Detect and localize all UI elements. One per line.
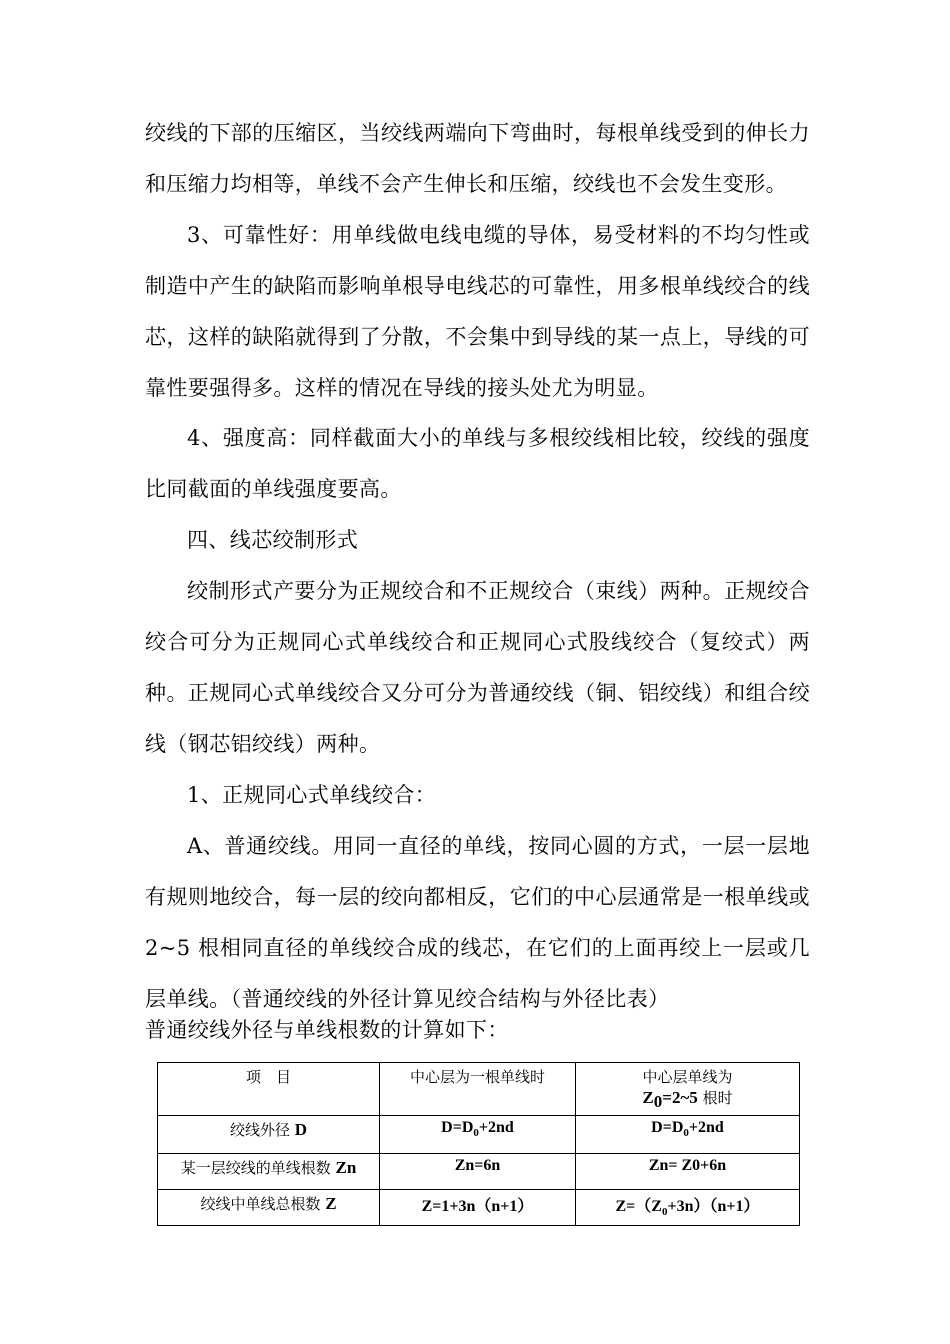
header-item: 项 目 <box>158 1063 380 1116</box>
formula-outer-diameter-multi: $D=D_0+2nd$ <box>576 1116 800 1154</box>
formula-layer-count-single: Zn=6n <box>380 1154 576 1190</box>
paragraph-reliability: 3、可靠性好：用单线做电线电缆的导体，易受材料的不均匀性或制造中产生的缺陷而影响单根导电线芯的可靠性，用多根单线绞合的线芯，这样的缺陷就得到了分散，不会集中到导线的某一点上，导线的可靠性要强得多。这样的情况在导线的接头处尤为明显。 <box>145 223 810 400</box>
header-single-center: 中心层为一根单线时 <box>380 1063 576 1116</box>
header-multi-center: 中心层单线为 $Z_0=2\sim 5$ 根时 <box>576 1063 800 1116</box>
paragraph-strength: 4、强度高：同样截面大小的单线与多根绞线相比较，绞线的强度比同截面的单线强度要高。 <box>145 426 810 501</box>
table-row <box>158 1116 800 1154</box>
formula-layer-count-multi: Zn= Z0+6n <box>576 1154 800 1190</box>
formula-outer-diameter-single: $D=D_0+2nd$ <box>380 1116 576 1154</box>
strand-calculation-table <box>157 1062 800 1226</box>
table-row <box>158 1190 800 1226</box>
paragraph-ordinary-strand: A、普通绞线。用同一直径的单线，按同心圆的方式，一层一层地有规则地绞合，每一层的绞向都相反，它们的中心层通常是一根单线或 2~5 根相同直径的单线绞合成的线芯，在它们的上面再绞上一层或几层单线。（普通绞线的外径计算见绞合结构与外径比表） <box>145 834 810 1011</box>
paragraph-stranding-types: 绞制形式产要分为正规绞合和不正规绞合（束线）两种。正规绞合绞合可分为正规同心式单线绞合和正规同心式股线绞合（复绞式）两种。正规同心式单线绞合又分可分为普通绞线（铜、铝绞线）和组合绞线（钢芯铝绞线）两种。 <box>145 579 810 756</box>
paragraph-table-intro: 普通绞线外径与单线根数的计算如下： <box>145 1018 509 1042</box>
paragraph-compression-zone: 绞线的下部的压缩区，当绞线两端向下弯曲时，每根单线受到的伸长力和压缩力均相等，单线不会产生伸长和压缩，绞线也不会发生变形。 <box>145 121 810 196</box>
row-label-total-count: 绞线中单线总根数 Z <box>158 1190 380 1226</box>
formula-total-count-single: Z=1+3n（n+1） <box>380 1190 576 1226</box>
row-label-outer-diameter: 绞线外径 D <box>158 1116 380 1154</box>
row-label-layer-count: 某一层绞线的单线根数 Zn <box>158 1154 380 1190</box>
table-row <box>158 1154 800 1190</box>
subheading-concentric-single-wire: 1、正规同心式单线绞合： <box>187 783 437 807</box>
table-header-row <box>158 1063 800 1116</box>
section-heading-stranding-forms: 四、线芯绞制形式 <box>187 528 359 552</box>
formula-total-count-multi: $Z=(Z_0+3n)(n+1)$ <box>576 1190 800 1226</box>
